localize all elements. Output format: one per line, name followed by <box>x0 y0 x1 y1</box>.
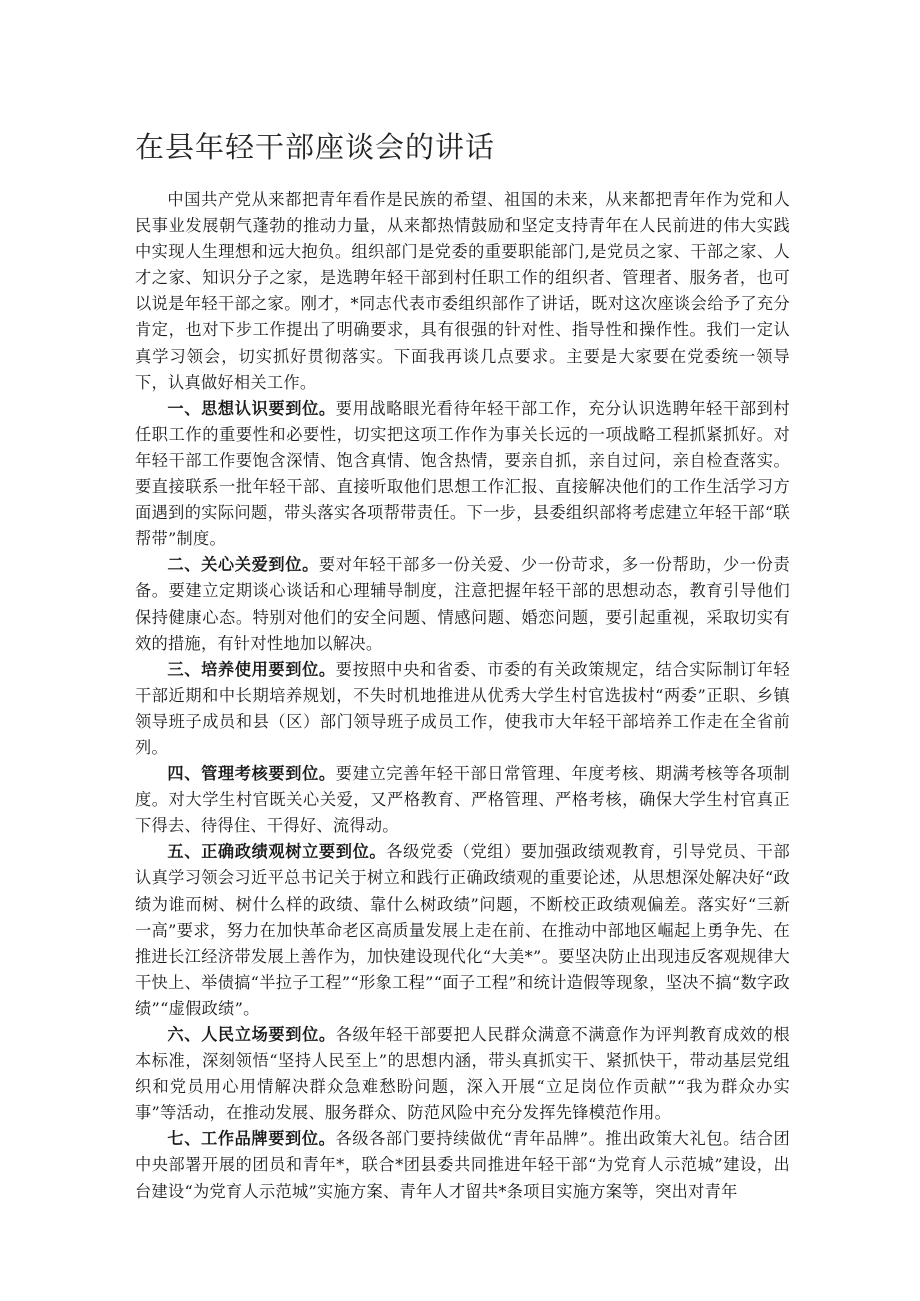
document-page <box>135 125 790 1205</box>
section-heading-3: 三、培养使用要到位。 <box>167 659 336 679</box>
section-paragraph-3 <box>135 657 790 761</box>
section-heading-6: 六、人民立场要到位。 <box>167 1025 336 1044</box>
intro-paragraph: 中国共产党从来都把青年看作是民族的希望、祖国的未来，从来都把青年作为党和人民事业发展朝气蓬勃的推动力量，从来都热情鼓励和坚定支持青年在人民前进的伟大实践中实现人生理想和远大抱负。组织部门是党委的重要职能部门,是党员之家、干部之家、人才之家、知识分子之家，是选聘年轻干部到村任职工作的组织者、管理者、服务者，也可以说是年轻干部之家。刚才，*同志代表市委组织部作了讲话，既对这次座谈会给予了充分肯定，也对下步工作提出了明确要求，具有很强的针对性、指导性和操作性。我们一定认真学习领会，切实抓好贯彻落实。下面我再谈几点要求。主要是大家要在党委统一领导下，认真做好相关工作。 <box>135 190 790 392</box>
section-text-7: 各级各部门要持续做优“青年品牌”。推出政策大礼包。结合团中央部署开展的团员和青年*，联合*团县委共同推进年轻干部“为党育人示范城”建设，出台建设“为党育人示范城”实施方案、青年人才留共*条项目实施方案等，突出对青年 <box>135 1129 790 1201</box>
section-paragraph-7 <box>135 1126 790 1204</box>
section-paragraph-5 <box>135 839 790 1022</box>
section-heading-2: 二、关心关爱到位。 <box>167 555 319 575</box>
section-heading-7: 七、工作品牌要到位。 <box>167 1129 336 1149</box>
section-text-2: 要对年轻干部多一份关爱、少一份苛求，多一份帮助，少一份责备。要建立定期谈心谈话和心理辅导制度，注意把握年轻干部的思想动态，教育引导他们保持健康心态。特别对他们的安全问题、情感问题、婚恋问题，要引起重视，采取切实有效的措施，有针对性地加以解决。 <box>135 555 790 653</box>
section-heading-5: 五、正确政绩观树立要到位。 <box>167 842 387 862</box>
section-paragraph-1 <box>135 396 790 553</box>
section-text-4: 要建立完善年轻干部日常管理、年度考核、期满考核等各项制度。对大学生村官既关心关爱，又严格教育、严格管理、严格考核，确保大学生村官真正下得去、待得住、干得好、流得动。 <box>135 764 790 836</box>
section-paragraph-6 <box>135 1022 790 1126</box>
section-text-3: 要按照中央和省委、市委的有关政策规定，结合实际制订年轻干部近期和中长期培养规划，不失时机地推进从优秀大学生村官选拔村“两委”正职、乡镇领导班子成员和县（区）部门领导班子成员工作，使我市大年轻干部培养工作走在全省前列。 <box>135 659 790 757</box>
section-text-5: 各级党委（党组）要加强政绩观教育，引导党员、干部认真学习领会习近平总书记关于树立和践行正确政绩观的重要论述，从思想深处解决好“政绩为谁而树、树什么样的政绩、靠什么树政绩”问题，不断校正政绩观偏差。落实好“三新一高”要求，努力在加快革命老区高质量发展上走在前、在推动中部地区崛起上勇争先、在推进长江经济带发展上善作为，加快建设现代化“大美*”。要坚决防止出现违反客观规律大干快上、举债搞“半拉子工程”“形象工程”“面子工程”和统计造假等现象，坚决不搞“数字政绩”“虚假政绩”。 <box>135 842 790 1018</box>
section-heading-4: 四、管理考核要到位。 <box>167 764 336 784</box>
section-paragraph-4 <box>135 761 790 839</box>
section-heading-1: 一、思想认识要到位。 <box>167 398 336 418</box>
section-text-1: 要用战略眼光看待年轻干部工作，充分认识选聘年轻干部到村任职工作的重要性和必要性，切实把这项工作作为事关长远的一项战略工程抓紧抓好。对年轻干部工作要饱含深情、饱含真情、饱含热情，要亲自抓，亲自过问，亲自检查落实。要直接联系一批年轻干部、直接听取他们思想工作汇报、直接解决他们的工作生活学习方面遇到的实际问题，带头落实各项帮带责任。下一步，县委组织部将考虑建立年轻干部“联帮带”制度。 <box>135 398 790 549</box>
document-title: 在县年轻干部座谈会的讲话 <box>135 130 496 164</box>
section-text-6: 各级年轻干部要把人民群众满意不满意作为评判教育成效的根本标准，深刻领悟“坚持人民至上”的思想内涵，带头真抓实干、紧抓快干，带动基层党组织和党员用心用情解决群众急难愁盼问题，深入开展“立足岗位作贡献”“我为群众办实事”等活动，在推动发展、服务群众、防范风险中充分发挥先锋模范作用。 <box>135 1025 790 1123</box>
section-paragraph-2 <box>135 552 790 656</box>
